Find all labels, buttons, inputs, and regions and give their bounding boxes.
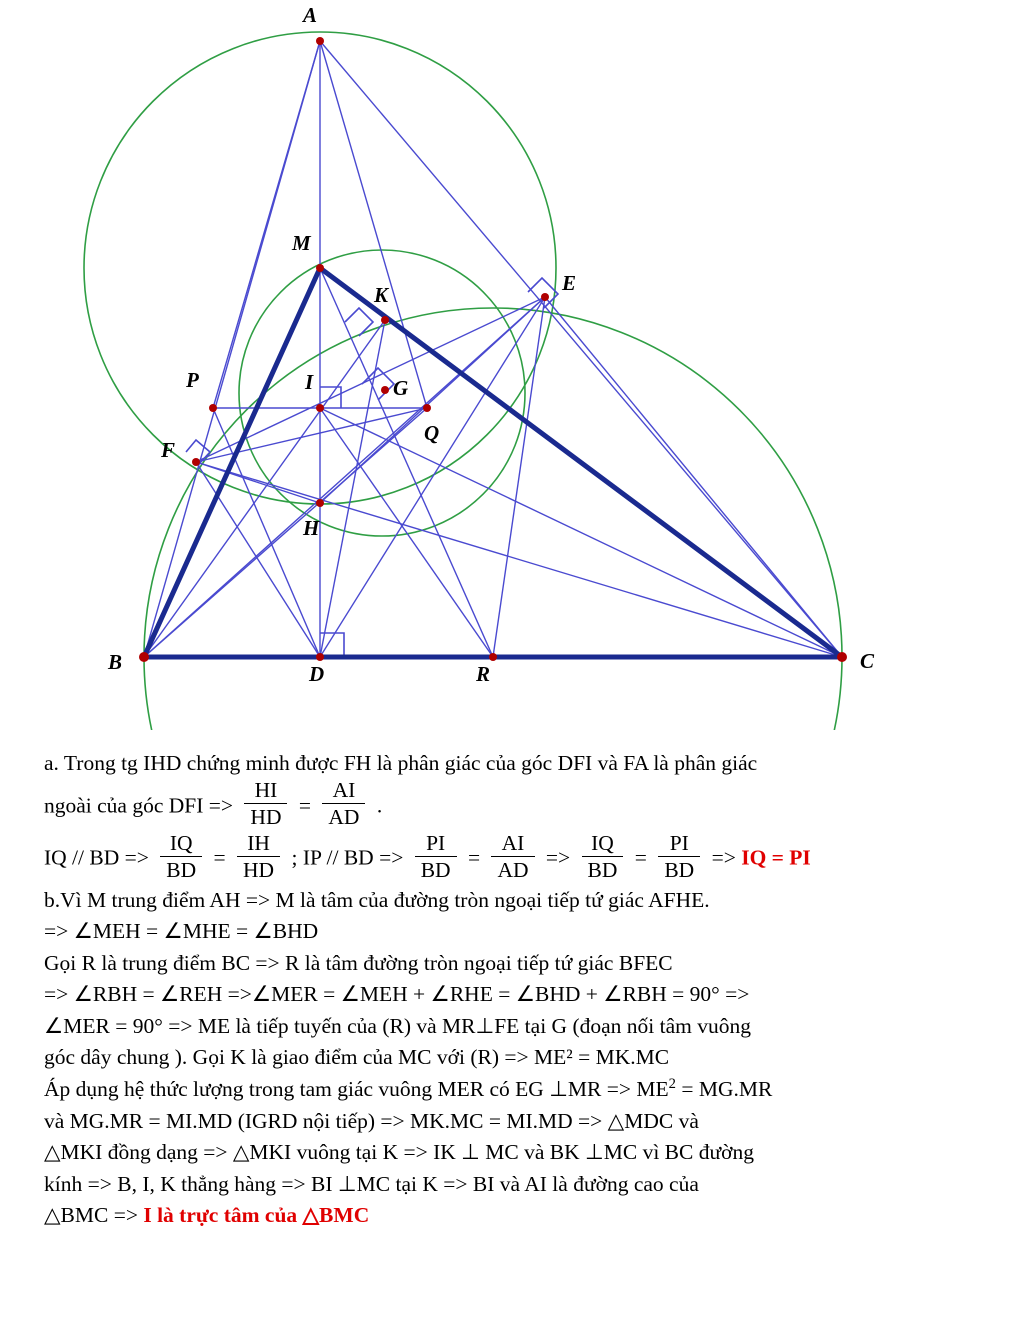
proof-line-b9: △MKI đồng dạng => △MKI vuông tại K => IK ⊥ MC và BK ⊥MC vì BC đường bbox=[44, 1140, 755, 1165]
point-label-H: H bbox=[303, 516, 320, 540]
circle-R-BFEC bbox=[144, 308, 842, 730]
fraction-IQ-BD-2-num: IQ bbox=[582, 831, 624, 857]
point-label-A: A bbox=[303, 3, 318, 27]
fraction-AI-AD-2-den: AD bbox=[497, 857, 529, 882]
fraction-AI-AD-num: AI bbox=[322, 778, 365, 804]
point-label-P: P bbox=[186, 368, 199, 392]
equals-sign-4: = bbox=[634, 845, 647, 870]
proof-line-a2 bbox=[44, 780, 994, 832]
proof-IP-BD-prefix: ; IP // BD => bbox=[291, 845, 404, 870]
fraction-HI-HD-num: HI bbox=[244, 778, 287, 804]
point-label-K: K bbox=[374, 283, 389, 307]
proof-line-b-fractions bbox=[44, 832, 994, 884]
equals-sign-2: = bbox=[213, 845, 226, 870]
fraction-PI-BD-num: PI bbox=[415, 831, 457, 857]
proof-line-b7-exponent: 2 bbox=[668, 1075, 676, 1092]
point-label-B: B bbox=[108, 650, 123, 674]
fraction-IQ-BD-2-den: BD bbox=[587, 857, 618, 882]
fraction-PI-BD-2-den: BD bbox=[664, 857, 695, 882]
point-label-C: C bbox=[860, 649, 875, 673]
fraction-IH-HD-den: HD bbox=[243, 857, 275, 882]
point-label-G: G bbox=[393, 376, 409, 400]
fraction-HI-HD bbox=[244, 778, 287, 829]
conclusion-prefix: △BMC => bbox=[44, 1203, 138, 1228]
fraction-IH-HD-num: IH bbox=[237, 831, 280, 857]
arrow-2: => bbox=[711, 845, 736, 870]
proof-text-block bbox=[44, 748, 994, 1232]
fraction-PI-BD bbox=[415, 831, 457, 882]
arrow-1: => bbox=[545, 845, 571, 870]
point-label-I: I bbox=[305, 370, 314, 394]
proof-line-b8: và MG.MR = MI.MD (IGRD nội tiếp) => MK.MC = MI.MD => △MDC và bbox=[44, 1108, 699, 1133]
conclusion-highlight: I là trực tâm của △BMC bbox=[143, 1203, 370, 1228]
proof-line-b7-part2: = MG.MR bbox=[675, 1077, 773, 1102]
fraction-AI-AD bbox=[322, 778, 365, 829]
period-mark: . bbox=[376, 792, 383, 817]
point-label-F: F bbox=[161, 438, 176, 462]
proof-line-b2: => ∠MEH = ∠MHE = ∠BHD bbox=[44, 919, 319, 944]
proof-line-a2-text: ngoài của góc DFI => bbox=[44, 792, 234, 817]
proof-line-b5: ∠MER = 90° => ME là tiếp tuyến của (R) và MR⊥FE tại G (đoạn nối tâm vuông bbox=[44, 1013, 751, 1038]
point-label-E: E bbox=[562, 271, 577, 295]
proof-line-a1: a. Trong tg IHD chứng minh được FH là phân giác của góc DFI và FA là phân giác bbox=[44, 751, 758, 775]
equals-sign-3: = bbox=[467, 845, 481, 870]
fraction-IH-HD bbox=[237, 831, 280, 882]
fraction-IQ-BD-2 bbox=[582, 831, 624, 882]
fraction-AI-AD-2 bbox=[491, 831, 534, 882]
fraction-PI-BD-den: BD bbox=[420, 857, 451, 882]
fraction-PI-BD-2 bbox=[658, 831, 700, 882]
proof-line-b1: b.Vì M trung điểm AH => M là tâm của đường tròn ngoại tiếp tứ giác AFHE. bbox=[44, 887, 710, 912]
fraction-IQ-BD-num: IQ bbox=[160, 831, 202, 857]
fraction-AI-AD-2-num: AI bbox=[491, 831, 534, 857]
proof-line-b3: Gọi R là trung điểm BC => R là tâm đường tròn ngoại tiếp tứ giác BFEC bbox=[44, 950, 673, 975]
point-label-M: M bbox=[292, 231, 311, 255]
proof-line-b10: kính => B, I, K thẳng hàng => BI ⊥MC tại K => BI và AI là đường cao của bbox=[44, 1171, 699, 1196]
fraction-PI-BD-2-num: PI bbox=[658, 831, 700, 857]
point-label-Q: Q bbox=[424, 421, 440, 445]
proof-line-b7 bbox=[44, 1074, 994, 1105]
result-IQ-equals-PI: IQ = PI bbox=[741, 845, 811, 870]
point-label-R: R bbox=[476, 662, 491, 686]
point-label-D: D bbox=[309, 662, 325, 686]
proof-IQ-BD-prefix: IQ // BD => bbox=[44, 845, 149, 870]
fraction-IQ-BD-den: BD bbox=[166, 857, 197, 882]
proof-line-b6: góc dây chung ). Gọi K là giao điểm của MC với (R) => ME² = MK.MC bbox=[44, 1045, 670, 1070]
fraction-HI-HD-den: HD bbox=[250, 805, 282, 830]
equals-sign-1: = bbox=[298, 792, 311, 817]
thin-construction-lines bbox=[144, 41, 842, 657]
fraction-AI-AD-den: AD bbox=[328, 805, 360, 830]
proof-line-conclusion bbox=[44, 1200, 994, 1231]
triangle-BMC bbox=[144, 268, 842, 657]
fraction-IQ-BD bbox=[160, 831, 202, 882]
proof-line-b4: => ∠RBH = ∠REH =>∠MER = ∠MEH + ∠RHE = ∠BHD + ∠RBH = 90° => bbox=[44, 982, 750, 1007]
proof-line-b7-part1: Áp dụng hệ thức lượng trong tam giác vuông MER có EG ⊥MR => ME bbox=[44, 1077, 669, 1102]
